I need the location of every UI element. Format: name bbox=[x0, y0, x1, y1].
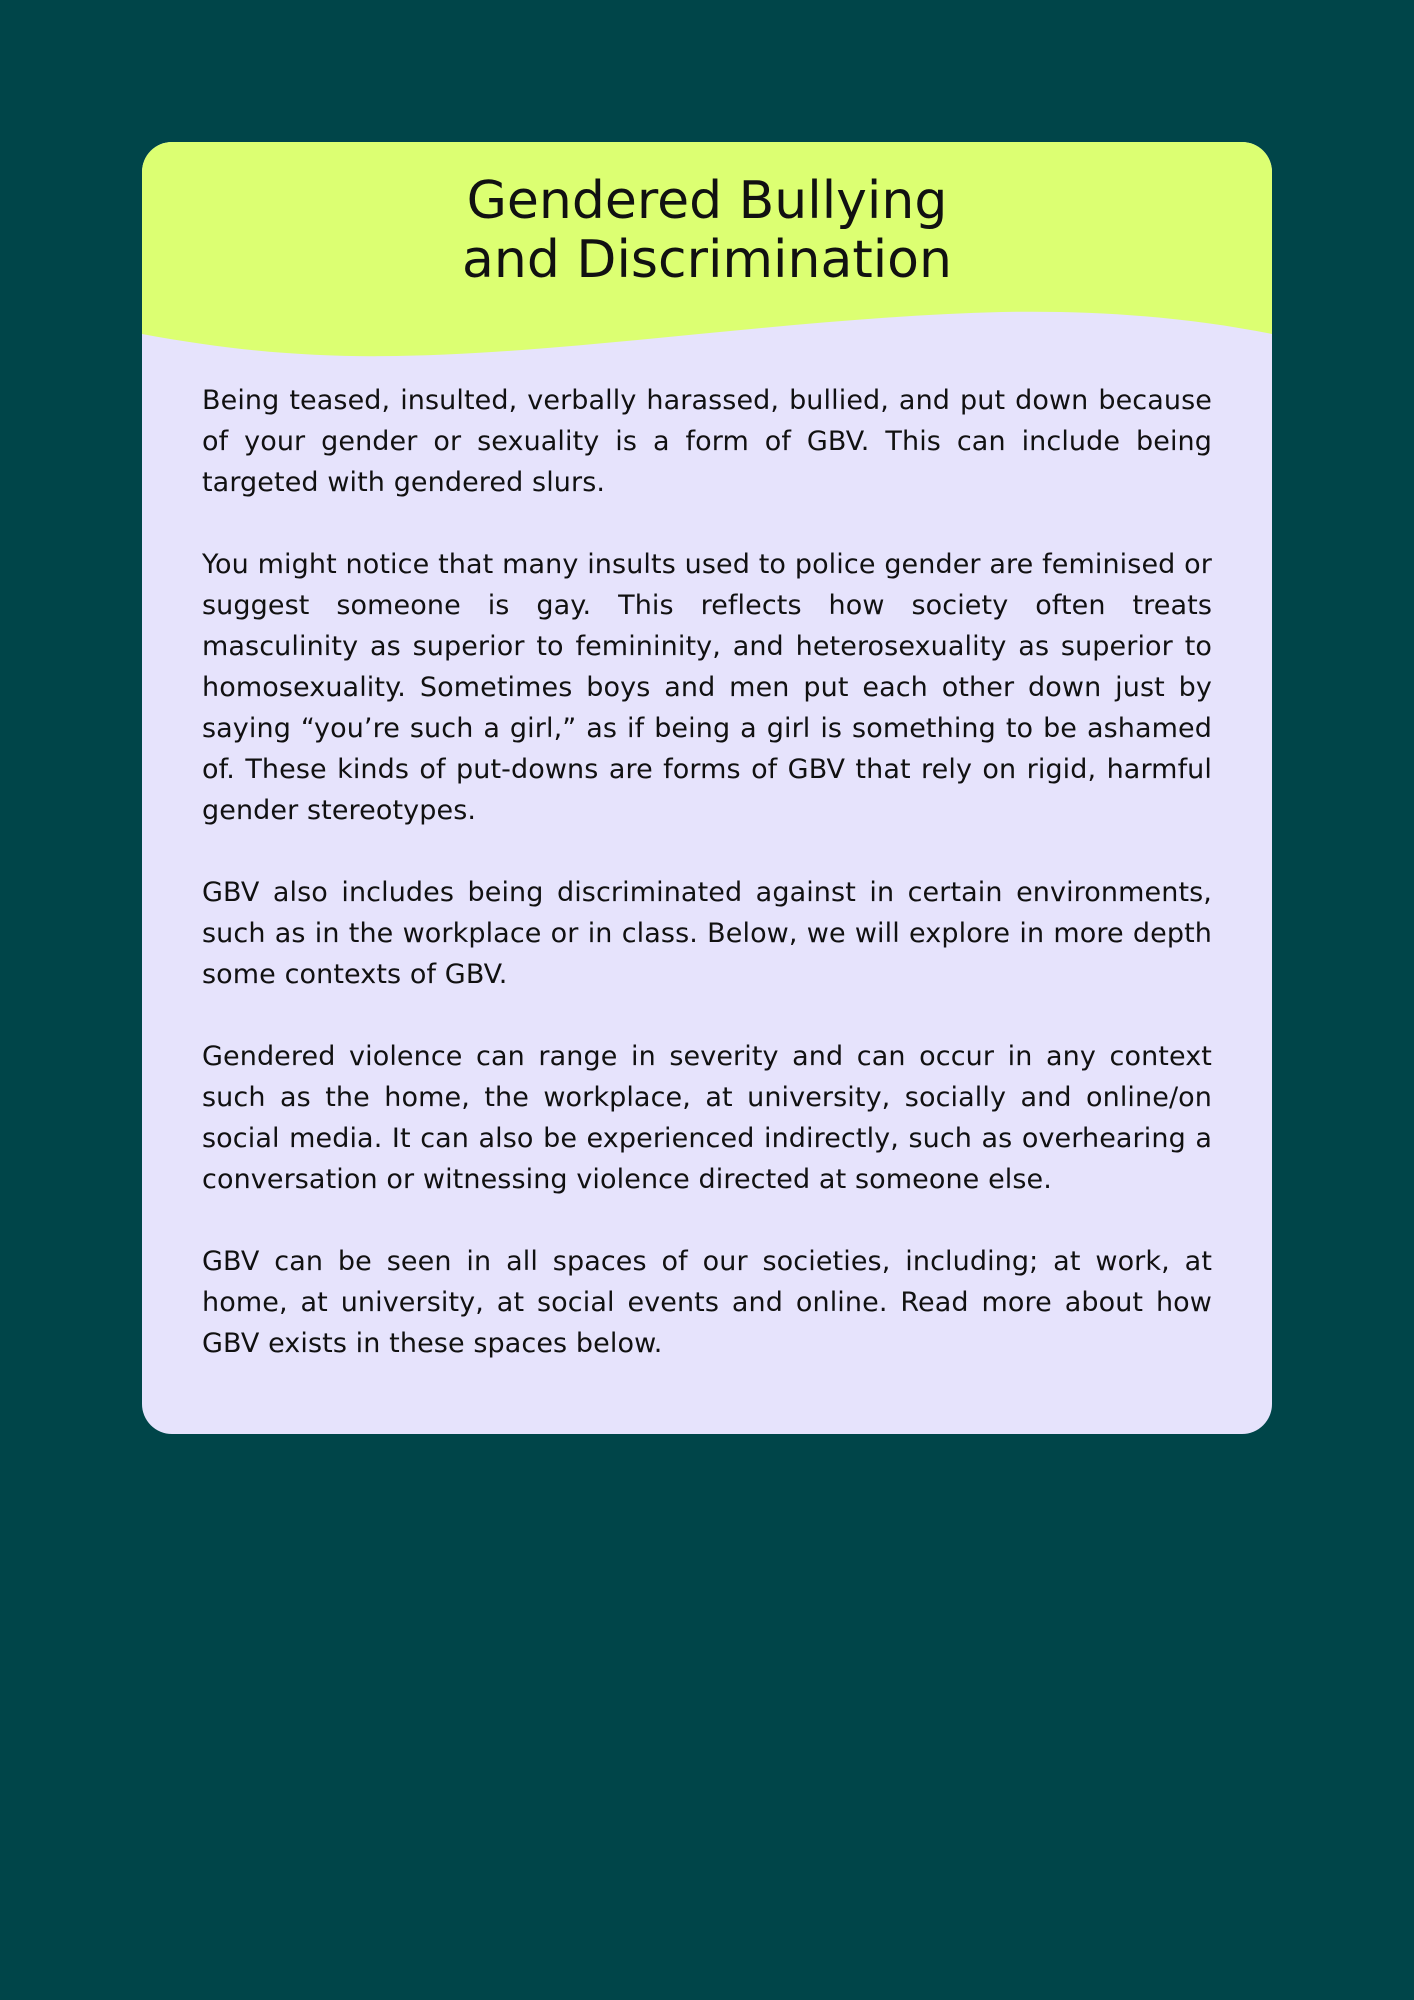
title-line-1: Gendered Bullying bbox=[466, 171, 948, 231]
paragraph-severity-contexts: Gendered violence can range in severity and can occur in any context such as the home, the workplace, at university, socially and online/on social media. It can also be experienced indirectly, such as overhearing a conversation or witnessing violence directed at someone else. bbox=[202, 1041, 1212, 1195]
page-title bbox=[142, 172, 1272, 290]
content-card bbox=[142, 142, 1272, 1434]
body-text bbox=[202, 380, 1212, 1405]
paragraph-discrimination: GBV also includes being discriminated against in certain environments, such as in the workplace or in class. Below, we will explore in more depth some contexts of GBV. bbox=[202, 877, 1212, 990]
paragraph-spaces: GBV can be seen in all spaces of our societies, including; at work, at home, at university, at social events and online. Read more about how GBV exists in these spaces below. bbox=[202, 1246, 1212, 1359]
paragraph-bullying-definition: Being teased, insulted, verbally harassed, bullied, and put down because of your gender or sexuality is a form of GBV. This can include being targeted with gendered slurs. bbox=[202, 385, 1212, 498]
title-line-2: and Discrimination bbox=[462, 230, 952, 290]
paragraph-insults-stereotypes: You might notice that many insults used to police gender are feminised or suggest someone is gay. This reflects how society often treats masculinity as superior to femininity, and heterosexuality as superior to homosexuality. Sometimes boys and men put each other down just by saying “you’re such a girl,” as if being a girl is something to be ashamed of. These kinds of put-downs are forms of GBV that rely on rigid, harmful gender stereotypes. bbox=[202, 549, 1212, 826]
